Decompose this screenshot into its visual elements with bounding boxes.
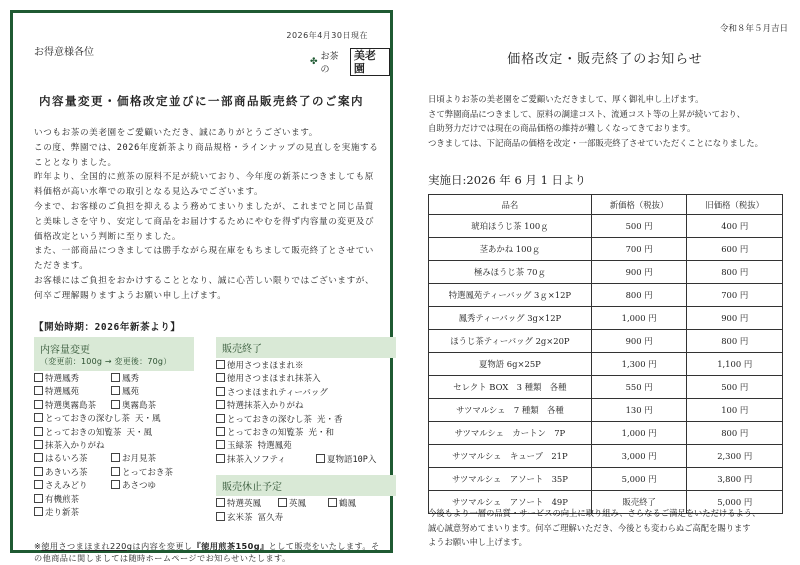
checkbox-icon — [34, 373, 43, 382]
new-price-cell: 販売終了 — [591, 491, 687, 514]
checklist-item — [216, 400, 304, 413]
checkbox-icon — [34, 494, 43, 503]
checklist-label: あきいろ茶 — [45, 467, 88, 478]
footnote-product: 徳用さつまほまれ220g — [41, 541, 133, 551]
checklist-label: 夏物語10P入 — [327, 454, 377, 465]
checklist-row — [34, 413, 194, 426]
table-row — [429, 330, 783, 353]
checkbox-icon — [216, 387, 225, 396]
checkbox-icon — [111, 480, 120, 489]
table-row — [429, 445, 783, 468]
checklist-label: とっておき茶 — [122, 467, 173, 478]
checklist-label: 玄米茶 冨久寿 — [227, 512, 284, 523]
footnote-new-product: 『徳用煎茶150g』 — [192, 541, 269, 551]
checklist-row — [216, 498, 396, 511]
checklist-row — [34, 480, 194, 493]
checkbox-icon — [34, 507, 43, 516]
body-paragraph: また、一部商品につきましては勝手ながら現在庫をもちまして販売終了とさせていただきます。 — [34, 246, 374, 272]
closing-text — [428, 506, 798, 550]
checklist-row — [216, 427, 396, 440]
new-price-cell: 1,000 円 — [591, 422, 687, 445]
right-notice-panel — [410, 0, 800, 565]
checklist-label: 奥霧島茶 — [122, 400, 157, 411]
checklist-item — [111, 453, 191, 466]
checklist-item — [216, 512, 283, 525]
checkbox-icon — [328, 498, 337, 507]
intro-text — [428, 92, 798, 150]
old-price-cell: 800 円 — [687, 422, 783, 445]
closing-line: 誠心誠意努めてまいります。何卒ご理解いただき、今後とも変わらぬご高配を賜ります — [428, 522, 751, 533]
new-price-cell: 5,000 円 — [591, 468, 687, 491]
checklist-label: 抹茶入ソフティ — [227, 454, 286, 465]
checklist-label: 特選抹茶入かりがね — [227, 401, 304, 412]
checklist-label: とっておきの深むし茶 光・香 — [227, 414, 343, 425]
notice-body — [34, 126, 382, 304]
new-price-cell: 550 円 — [591, 376, 687, 399]
checklist-item — [34, 373, 111, 386]
checklist-label: あさつゆ — [122, 481, 157, 492]
checklist-label: 特選鳳苑 — [45, 387, 80, 398]
checklist-label: お月見茶 — [122, 454, 157, 465]
suspend-list — [216, 498, 396, 525]
checklist-item — [216, 454, 316, 467]
checklist-row — [216, 512, 396, 525]
checklist-label: とっておきの深むし茶 天・風 — [45, 414, 161, 425]
checklist-row — [34, 386, 194, 399]
old-price-cell: 2,300 円 — [687, 445, 783, 468]
body-paragraph: 今まで、お客様のご負担を抑えるよう務めてまいりましたが、これまでと同じ品質と美味しさを守り、安定して商品をお届けするためにやむを得ず内容量の変更及び価格改定という判断に至りました。 — [34, 201, 375, 242]
body-paragraph: この度、弊園では、2026年度新茶より商品規格・ラインナップの見直しを実施することとなりました。 — [34, 142, 379, 168]
checklist-label: 走り新茶 — [45, 508, 80, 519]
checklist-label: とっておきの知覧茶 天・風 — [45, 427, 152, 438]
checklist-item — [34, 453, 111, 466]
checklist-item — [278, 498, 328, 511]
old-price-cell: 800 円 — [687, 330, 783, 353]
old-price-cell: 800 円 — [687, 261, 783, 284]
checkbox-icon — [34, 400, 43, 409]
checklist-row — [216, 360, 396, 373]
checkbox-icon — [34, 427, 43, 436]
checkbox-icon — [216, 400, 225, 409]
checklist-label: 特選奥霧島茶 — [45, 400, 97, 411]
left-notice-panel — [10, 10, 393, 563]
product-name-cell: セレクト BOX 3 種類 各種 — [429, 376, 592, 399]
table-row — [429, 261, 783, 284]
checklist-item — [328, 498, 388, 511]
checklist-item — [34, 440, 105, 453]
checklist-label: 鳳秀 — [122, 374, 140, 384]
checklist-item — [216, 498, 278, 511]
end-sale-list — [216, 360, 396, 467]
end-sale-header: 販売終了 — [216, 337, 396, 358]
checklist-item — [216, 360, 304, 373]
intro-line: 日頃よりお茶の美老園をご愛顧いただきまして、厚く御礼申し上げます。 — [428, 94, 704, 104]
checklist-item — [216, 387, 328, 400]
old-price-cell: 5,000 円 — [687, 491, 783, 514]
column-header: 新価格（税抜） — [591, 195, 687, 215]
table-row — [429, 307, 783, 330]
start-period-label: 【開始時期：2026年新茶より】 — [34, 322, 181, 333]
product-name-cell: 鳳秀ティーバッグ 3g×12P — [429, 307, 592, 330]
checklist-item — [111, 373, 191, 386]
checklist-item — [34, 507, 79, 520]
checkbox-icon — [34, 386, 43, 395]
checklist-row — [34, 427, 194, 440]
checklist-item — [111, 467, 191, 480]
old-price-cell: 500 円 — [687, 376, 783, 399]
column-header: 旧価格（税抜） — [687, 195, 783, 215]
checklist-row — [216, 440, 396, 453]
checklist-item — [111, 400, 191, 413]
new-price-cell: 500 円 — [591, 215, 687, 238]
checklist-item — [216, 373, 321, 386]
checkbox-icon — [34, 480, 43, 489]
checklist-item — [111, 386, 191, 399]
product-name-cell: サツマルシェ 7 種類 各種 — [429, 399, 592, 422]
body-paragraph: お客様にはご負担をおかけすることとなり、誠に心苦しい限りではございますが、何卒ご理解賜りますようお願い申し上げます。 — [34, 275, 375, 301]
checkbox-icon — [316, 454, 325, 463]
product-name-cell: ほうじ茶ティーバッグ 2g×20P — [429, 330, 592, 353]
closing-line: 今後もより一層の品質・サービスの向上に取り組み、さらなるご満足をいただけるよう、 — [428, 508, 761, 518]
checklist-item — [34, 413, 160, 426]
checkbox-icon — [216, 373, 225, 382]
volume-change-subtitle: （変更前：100g → 変更後：70g） — [40, 357, 172, 366]
checkbox-icon — [111, 386, 120, 395]
new-price-cell: 900 円 — [591, 261, 687, 284]
checklist-row — [34, 400, 194, 413]
checklist-item — [216, 414, 342, 427]
body-paragraph: いつもお茶の美老園をご愛顧いただき、誠にありがとうございます。 — [34, 128, 318, 138]
checkbox-icon — [216, 498, 225, 507]
product-name-cell: サツマルシェ キューブ 21P — [429, 445, 592, 468]
checklist-item — [34, 494, 79, 507]
page-title: 価格改定・販売終了のお知らせ — [507, 52, 703, 67]
checklist-item — [34, 400, 111, 413]
checklist-row — [216, 454, 396, 467]
volume-change-header — [34, 337, 194, 371]
intro-line: さて弊園商品につきまして、原料の調達コスト、流通コスト等の上昇が続いており、 — [428, 108, 746, 119]
new-price-cell: 800 円 — [591, 284, 687, 307]
new-price-cell: 700 円 — [591, 238, 687, 261]
notice-date: 2026年4月30日現在 — [286, 31, 368, 40]
old-price-cell: 700 円 — [687, 284, 783, 307]
right-column-sections — [216, 337, 396, 525]
checklist-label: はるいろ茶 — [45, 454, 88, 465]
table-row — [429, 353, 783, 376]
volume-change-list — [34, 373, 194, 520]
checklist-item — [111, 480, 191, 493]
notice-heading: 内容量変更・価格改定並びに一部商品販売終了のご案内 — [39, 94, 364, 108]
checkbox-icon — [216, 512, 225, 521]
intro-line: 自助努力だけでは現在の商品価格の維持が難しくなってきております。 — [428, 123, 696, 133]
footnote-text: は内容を変更し — [132, 541, 193, 551]
table-row — [429, 376, 783, 399]
table-row — [429, 422, 783, 445]
product-name-cell: 特選鳳苑ティーバッグ 3ｇ×12P — [429, 284, 592, 307]
volume-change-section — [34, 337, 194, 520]
price-table — [428, 194, 783, 514]
checkbox-icon — [216, 454, 225, 463]
checklist-label: 鳳苑 — [122, 387, 140, 398]
product-name-cell: サツマルシェ アソート 49P — [429, 491, 592, 514]
effective-date: 実施日:2026 年 6 月 1 日より — [428, 173, 587, 187]
product-name-cell: 茎あかね 100ｇ — [429, 238, 592, 261]
old-price-cell: 1,100 円 — [687, 353, 783, 376]
old-price-cell: 400 円 — [687, 215, 783, 238]
checkbox-icon — [34, 413, 43, 422]
table-header-row — [429, 195, 783, 215]
checklist-label: 英鳳 — [289, 499, 307, 510]
checklist-row — [34, 507, 194, 520]
checkbox-icon — [34, 440, 43, 449]
checklist-label: 鶴鳳 — [339, 499, 357, 510]
table-row — [429, 215, 783, 238]
footnote-mark: ※ — [34, 541, 42, 551]
checklist-label: さえみどり — [45, 481, 88, 492]
table-row — [429, 284, 783, 307]
checkbox-icon — [216, 427, 225, 436]
checkbox-icon — [34, 467, 43, 476]
old-price-cell: 600 円 — [687, 238, 783, 261]
old-price-cell: 900 円 — [687, 307, 783, 330]
closing-line: ようお願い申し上げます。 — [428, 537, 527, 547]
column-header: 品名 — [429, 195, 592, 215]
checkbox-icon — [216, 414, 225, 423]
checklist-row — [216, 414, 396, 427]
table-row — [429, 238, 783, 261]
checklist-item — [316, 454, 396, 467]
new-price-cell: 1,300 円 — [591, 353, 687, 376]
logo-name: 美老園 — [350, 48, 390, 76]
checklist-row — [34, 373, 194, 386]
checklist-row — [34, 453, 194, 466]
table-row — [429, 399, 783, 422]
checklist-label: 特選英鳳 — [227, 499, 262, 510]
new-price-cell: 3,000 円 — [591, 445, 687, 468]
shop-logo — [310, 48, 390, 76]
old-price-cell: 100 円 — [687, 399, 783, 422]
product-name-cell: サツマルシェ カートン 7P — [429, 422, 592, 445]
footnote — [34, 540, 386, 564]
checklist-row — [216, 400, 396, 413]
checkbox-icon — [216, 360, 225, 369]
addressee: お得意様各位 — [34, 47, 94, 58]
new-price-cell: 1,000 円 — [591, 307, 687, 330]
logo-prefix: お茶の — [320, 52, 339, 75]
checklist-row — [216, 387, 396, 400]
checklist-row — [34, 467, 194, 480]
checklist-item — [34, 427, 152, 440]
table-row — [429, 468, 783, 491]
checklist-label: 抹茶入かりがね — [45, 441, 105, 452]
checklist-item — [34, 480, 111, 493]
new-price-cell: 130 円 — [591, 399, 687, 422]
checklist-label: 徳用さつまほまれ※ — [227, 361, 304, 371]
checklist-item — [34, 467, 111, 480]
checklist-item — [34, 386, 111, 399]
checkbox-icon — [278, 498, 287, 507]
intro-line: つきましては、下記商品の価格を改定・一部販売終了させていただくことになりました。 — [428, 137, 763, 148]
checklist-label: とっておきの知覧茶 光・和 — [227, 428, 334, 439]
checklist-row — [34, 494, 194, 507]
suspend-header: 販売休止予定 — [216, 475, 396, 496]
checklist-row — [34, 440, 194, 453]
checkbox-icon — [111, 400, 120, 409]
checkbox-icon — [111, 373, 120, 382]
checklist-label: さつまほまれティーバッグ — [227, 387, 328, 398]
checkbox-icon — [111, 453, 120, 462]
checklist-item — [216, 440, 292, 453]
checkbox-icon — [216, 440, 225, 449]
checkbox-icon — [34, 453, 43, 462]
body-paragraph: 昨年より、全国的に煎茶の原料不足が続いており、今年度の新茶につきましても原料価格が高い水準での取引となる見込みでございます。 — [34, 172, 374, 198]
product-name-cell: 夏物語 6g×25P — [429, 353, 592, 376]
checklist-label: 徳用さつまほまれ抹茶入 — [227, 374, 321, 385]
volume-change-title: 内容量変更 — [40, 345, 90, 356]
checklist-label: 玉緑茶 特選鳳苑 — [227, 441, 292, 452]
logo-mark-icon: ✤ — [310, 57, 318, 67]
checklist-label: 有機煎茶 — [45, 494, 80, 505]
product-name-cell: サツマルシェ アソート 35P — [429, 468, 592, 491]
footnote-text: として販売をいたします。その他商品に関しましては随時ホームページでお知らせいたします。 — [34, 541, 380, 563]
old-price-cell: 3,800 円 — [687, 468, 783, 491]
product-name-cell: 琥珀ほうじ茶 100ｇ — [429, 215, 592, 238]
new-price-cell: 900 円 — [591, 330, 687, 353]
checkbox-icon — [111, 467, 120, 476]
checklist-row — [216, 373, 396, 386]
checklist-label: 特選鳳秀 — [45, 374, 80, 384]
checklist-item — [216, 427, 334, 440]
notice-date: 令和８年５月吉日 — [719, 24, 788, 34]
product-name-cell: 極みほうじ茶 70ｇ — [429, 261, 592, 284]
